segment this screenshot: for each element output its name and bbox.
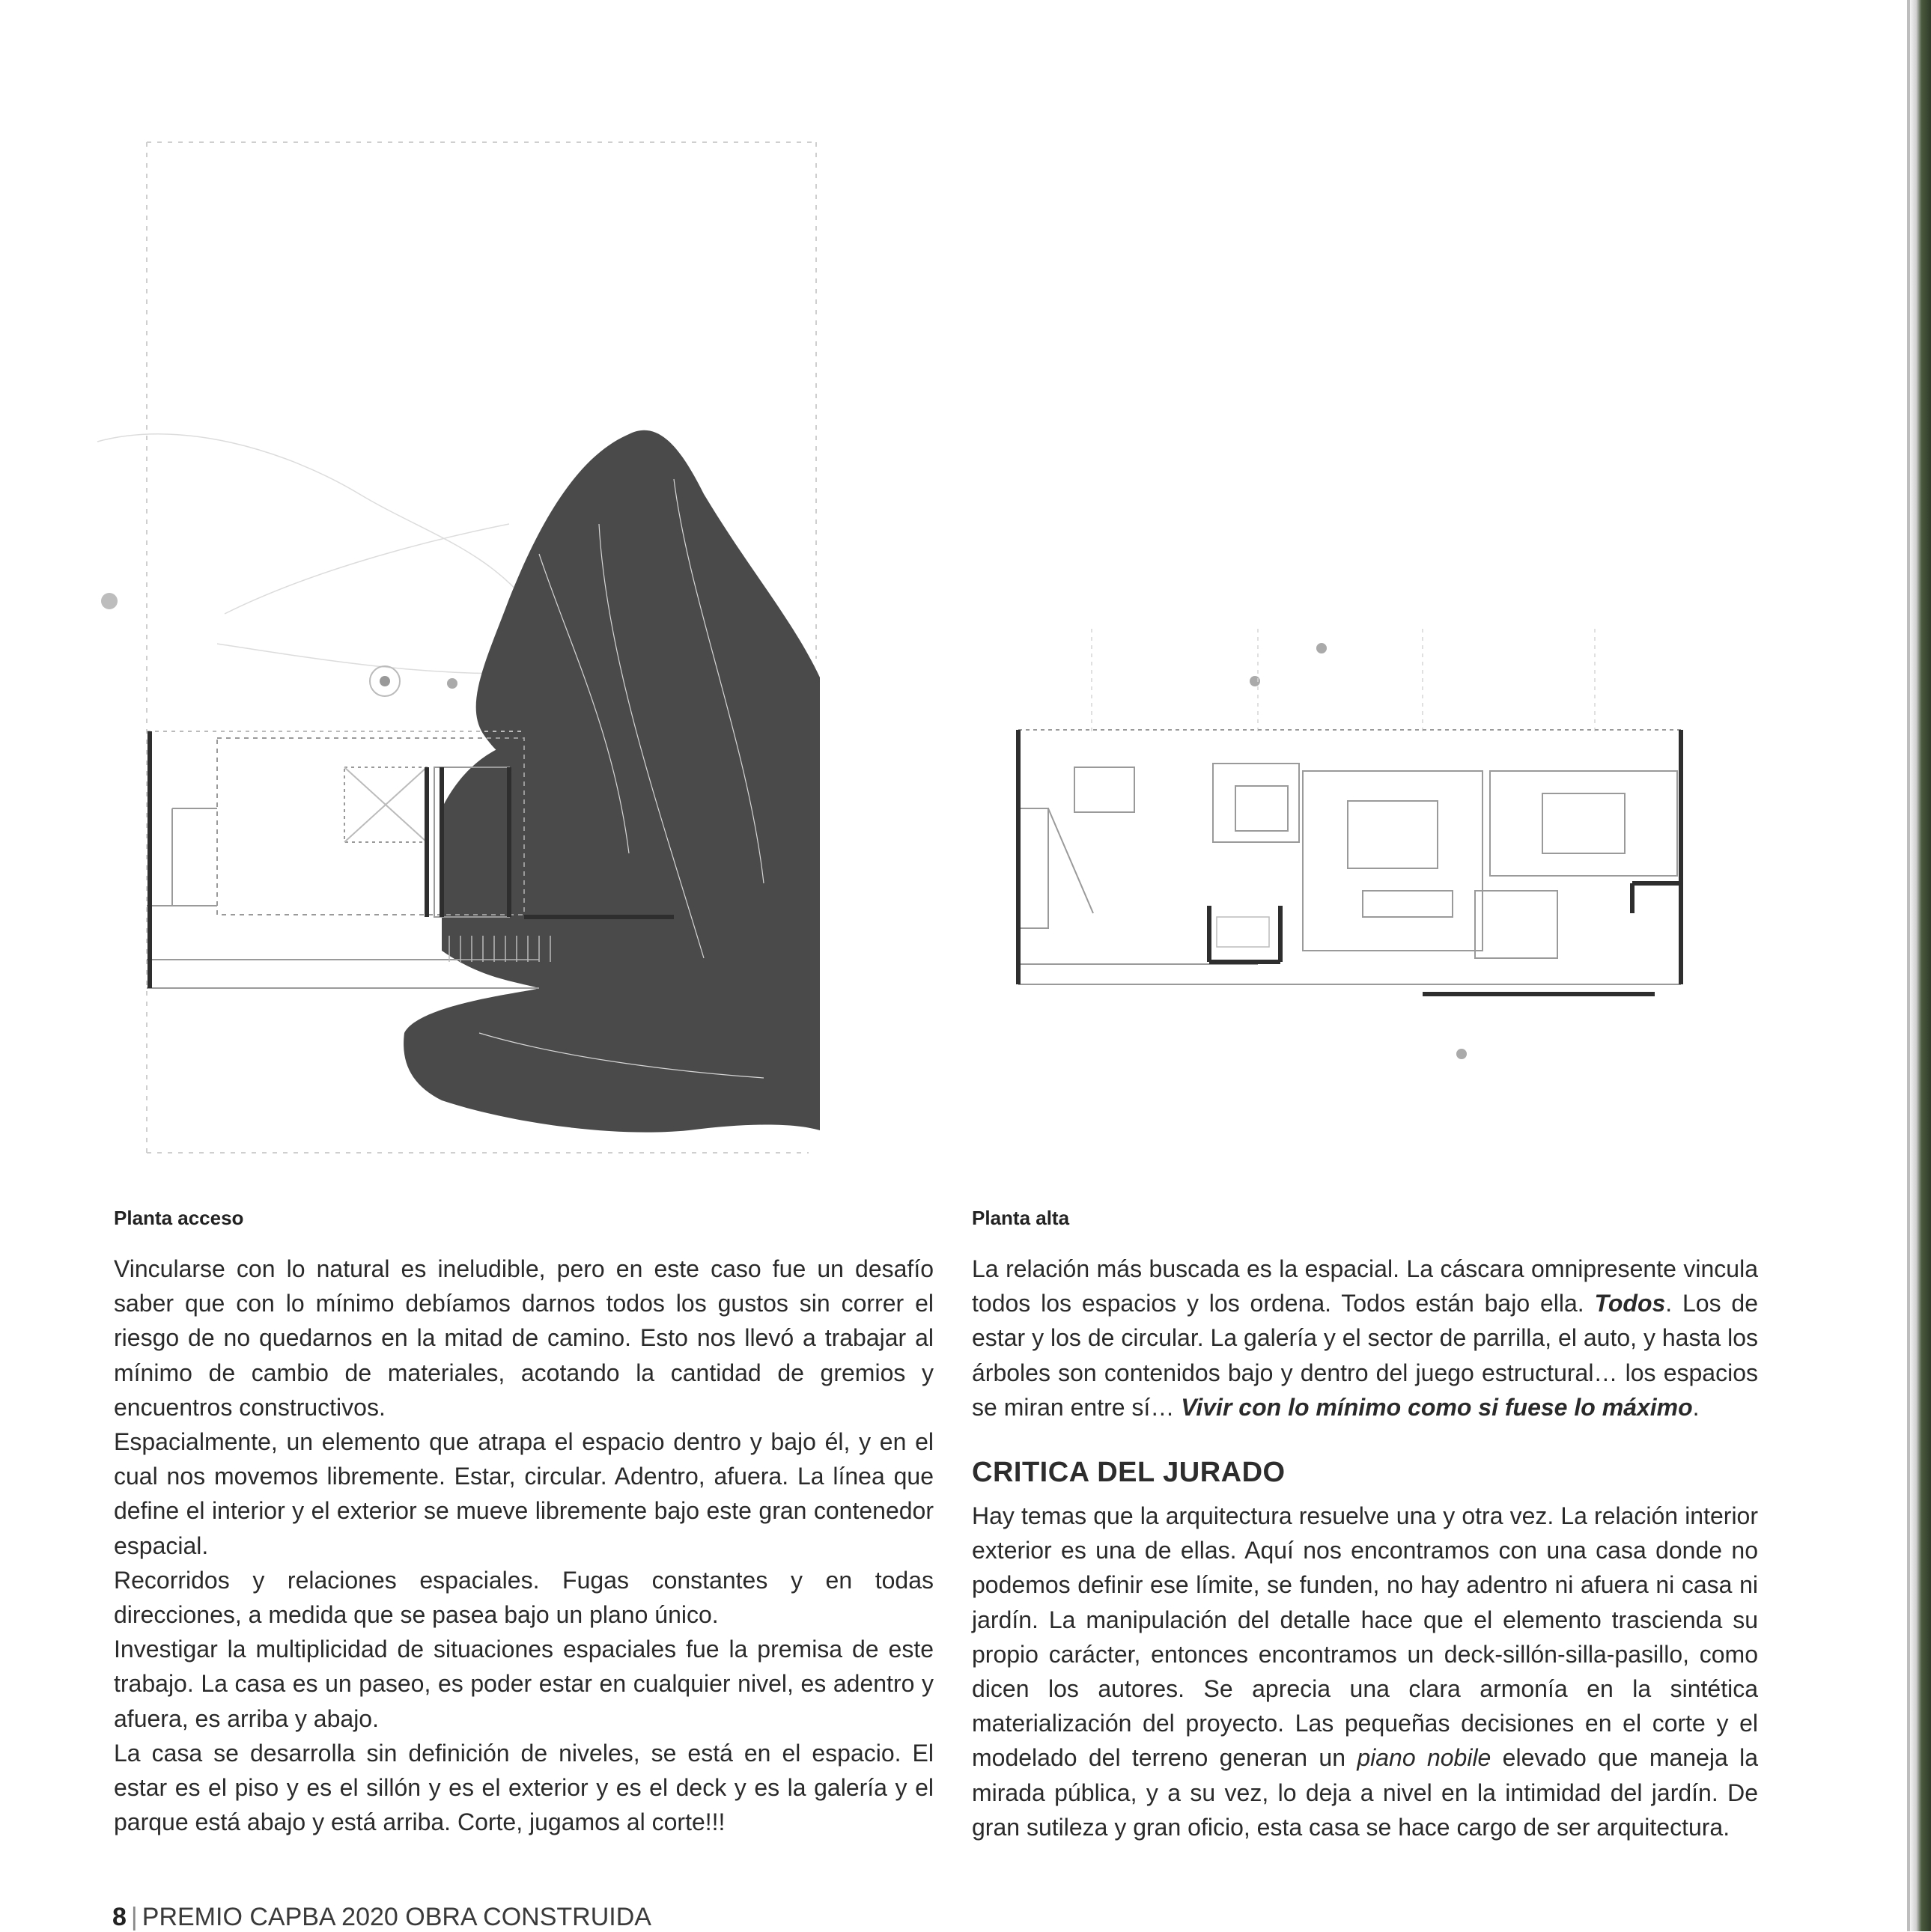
- text-run: Hay temas que la arquitectura resuelve una y otra vez. La relación interior exterior es una de ellas. Aquí nos encontramos con una casa donde no podemos definir ese límite, se funden, no hay adentro ni afuera ni casa ni jardín. La manipulación del detalle hace que el elemento trascienda su propio carácter, entonces encontramos un deck-sillón-silla-pasillo, como dicen los autores. Se aprecia una clara armonía en la sintética materialización del proyecto. Las pequeñas decisiones en el corte y el modelado del terreno generan un: [972, 1502, 1758, 1772]
- paragraph: Vincularse con lo natural es ineludible, pero en este caso fue un desafío saber que con lo mínimo debíamos darnos todos los gustos sin correr el riesgo de no quedarnos en la mitad de camino. Esto nos llevó a trabajar al mínimo de cambio de materiales, acotando la cantidad de gremios y encuentros constructivos.: [114, 1255, 934, 1421]
- page-footer: [112, 1903, 651, 1932]
- page-number: 8: [112, 1903, 127, 1931]
- text-run: .: [1692, 1393, 1700, 1421]
- paragraph: Investigar la multiplicidad de situaciones espaciales fue la premisa de este trabajo. La casa es un paseo, es poder estar en cualquier nivel, es adentro y afuera, es arriba y abajo.: [114, 1636, 934, 1732]
- paragraph: [972, 1499, 1758, 1844]
- body-text-left: [114, 1252, 934, 1839]
- plan-alta-drawing: [1003, 584, 1700, 1078]
- jury-heading: CRITICA DEL JURADO: [972, 1457, 1286, 1488]
- emphasis: piano nobile: [1357, 1744, 1491, 1772]
- survey-point-marker: [101, 593, 118, 609]
- plan-acceso-drawing: [90, 135, 839, 1160]
- text-run: La relación más buscada es la espacial. La cáscara omnipresente vincula todos los espacios y los ordena. Todos están bajo ella.: [972, 1255, 1758, 1317]
- text-run: elevado que maneja la mirada pública, y a su vez, lo deja a nivel en la intimidad del jardín. De gran sutileza y gran oficio, esta casa se hace cargo de ser arquitectura.: [972, 1744, 1758, 1841]
- page-spine: [1910, 0, 1931, 1931]
- text-run: . Los de estar y los de circular. La galería y el sector de parrilla, el auto, y hasta los árboles son contenidos bajo y dentro del juego estructural… los espacios se miran entre sí…: [972, 1290, 1759, 1421]
- footer-separator: |: [130, 1903, 138, 1931]
- emphasis: Todos: [1594, 1290, 1666, 1317]
- paragraph: Espacialmente, un elemento que atrapa el espacio dentro y bajo él, y en el cual nos movemos libremente. Estar, circular. Adentro, afuera. La línea que define el interior y el exterior se mueve libremente bajo este gran contenedor espacial.: [114, 1428, 934, 1559]
- body-text-right-intro: [972, 1252, 1758, 1424]
- publication-title: PREMIO CAPBA 2020 OBRA CONSTRUIDA: [142, 1903, 651, 1931]
- caption-planta-alta: Planta alta: [972, 1207, 1070, 1229]
- emphasis: Vivir con lo mínimo como si fuese lo máximo: [1181, 1393, 1693, 1421]
- paragraph: [972, 1252, 1758, 1424]
- paragraph: Recorridos y relaciones espaciales. Fugas constantes y en todas direcciones, a medida que se pasea bajo un plano único.: [114, 1566, 934, 1629]
- shell-shape: [404, 430, 820, 1133]
- caption-planta-acceso: Planta acceso: [114, 1207, 244, 1229]
- paragraph: La casa se desarrolla sin definición de niveles, se está en el espacio. El estar es el piso y es el sillón y es el exterior y es el deck y es la galería y el parque está abajo y está arriba. Corte, jugamos al corte!!!: [114, 1739, 934, 1836]
- jury-text: [972, 1499, 1758, 1844]
